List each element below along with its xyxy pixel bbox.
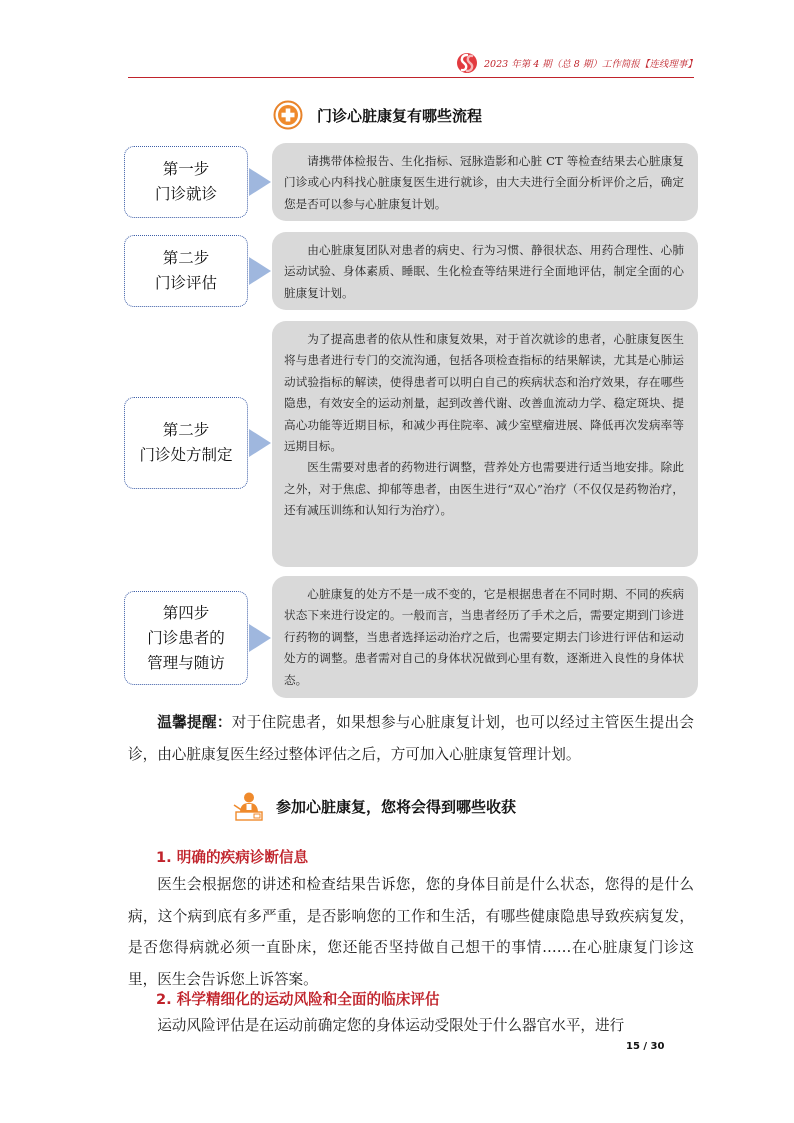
header-divider	[128, 77, 694, 78]
doctor-teaching-icon	[232, 791, 266, 821]
step-3-arrow-icon	[249, 425, 271, 461]
page-number: 15 / 30	[626, 1041, 665, 1052]
step-2-label: 第二步 门诊评估	[124, 235, 248, 307]
tip-text: 对于住院患者，如果想参与心脏康复计划，也可以经过主管医生提出会诊，由心脏康复医生经过整体评估之后，方可加入心脏康复管理计划。	[128, 714, 694, 763]
step-1-arrow-icon	[249, 164, 271, 200]
benefit-2-heading: 2. 科学精细化的运动风险和全面的临床评估	[156, 991, 440, 1008]
step-3-description: 为了提高患者的依从性和康复效果，对于首次就诊的患者，心脏康复医生将与患者进行专门的交流沟通，包括各项检查指标的结果解读，尤其是心肺运动试验指标的解读，使得患者可以明白自己的疾病状态和治疗效果，存在哪些隐患，有效安全的运动剂量，起到改善代谢、改善血流动力学、稳定斑块、提高心功能等近期目标，和减少再住院率、减少室壁瘤进展、降低再次发病率等远期目标。 医生需要对患者的药物进行调整，营养处方也需要进行适当地安排。除此之外，对于焦虑、抑郁等患者，由医生进行“双心”治疗（不仅仅是药物治疗，还有减压训练和认知行为治疗）。	[272, 321, 698, 567]
step-2-arrow-icon	[249, 253, 271, 289]
benefit-1-heading: 1. 明确的疾病诊断信息	[156, 849, 309, 866]
medical-cross-icon	[273, 100, 303, 130]
tip-paragraph	[128, 707, 694, 770]
step-1-description: 请携带体检报告、生化指标、冠脉造影和心脏 CT 等检查结果去心脏康复门诊或心内科找心脏康复医生进行就诊，由大夫进行全面分析评价之后，确定您是否可以参与心脏康复计划。	[272, 143, 698, 221]
benefit-2-text: 运动风险评估是在运动前确定您的身体运动受限处于什么器官水平，进行	[157, 1017, 625, 1034]
step-3-label: 第二步 门诊处方制定	[124, 397, 248, 489]
section-title-benefits: 参加心脏康复，您将会得到哪些收获	[232, 791, 516, 821]
benefit-1-text: 医生会根据您的讲述和检查结果告诉您，您的身体目前是什么状态，您得的是什么病，这个病到底有多严重，是否影响您的工作和生活，有哪些健康隐患导致疾病复发，是否您得病就必须一直卧床，您还能否坚持做自己想干的事情……在心脏康复门诊这里，医生会告诉您上诉答案。	[128, 876, 694, 988]
section-title-process: 门诊心脏康复有哪些流程	[273, 100, 482, 130]
step-4-description: 心脏康复的处方不是一成不变的，它是根据患者在不同时期、不同的疾病状态下来进行设定的。一般而言，当患者经历了手术之后，需要定期到门诊进行药物的调整，当患者选择运动治疗之后，也需要定期去门诊进行评估和运动处方的调整。患者需对自己的身体状况做到心里有数，逐渐进入良性的身体状态。	[272, 576, 698, 698]
step-4-label: 第四步 门诊患者的 管理与随访	[124, 591, 248, 685]
step-1-label: 第一步 门诊就诊	[124, 146, 248, 218]
header-title: 2023 年第 4 期（总 8 期）工作简报【连线理事】	[484, 59, 697, 70]
report-logo-icon	[456, 52, 478, 74]
page-header	[456, 52, 697, 74]
step-4-arrow-icon	[249, 620, 271, 656]
step-2-description: 由心脏康复团队对患者的病史、行为习惯、静很状态、用药合理性、心肺运动试验、身体素质、睡眠、生化检查等结果进行全面地评估，制定全面的心脏康复计划。	[272, 232, 698, 310]
tip-label: 温馨提醒：	[157, 714, 232, 731]
